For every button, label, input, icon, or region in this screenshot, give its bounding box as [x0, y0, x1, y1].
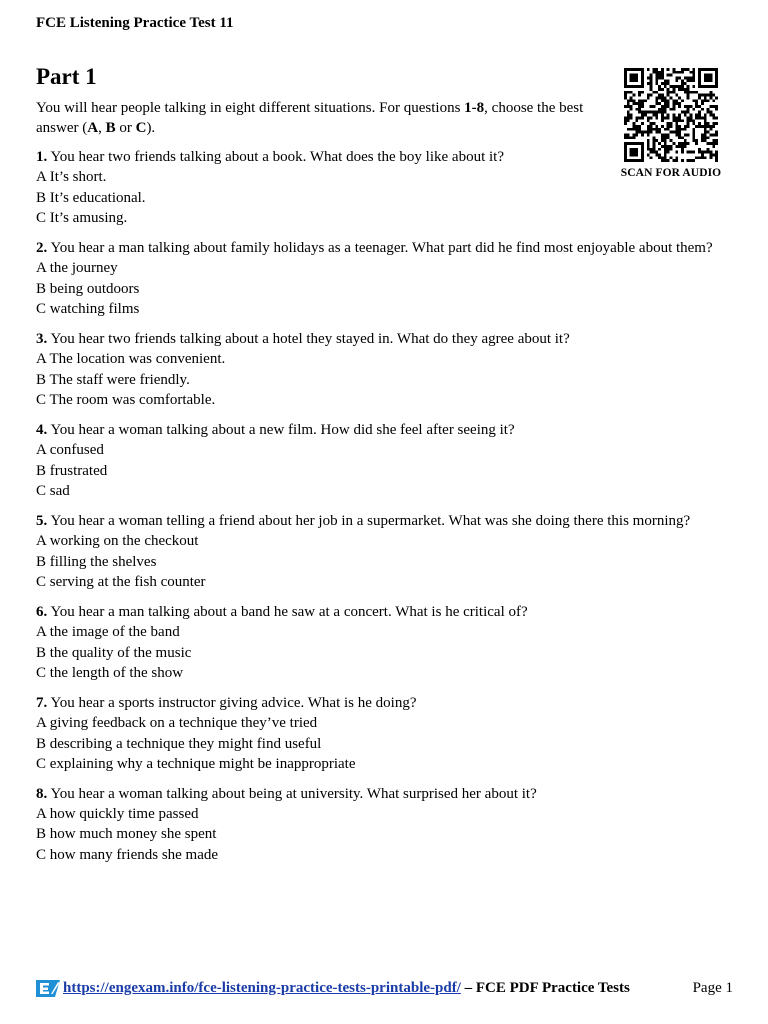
question-text: You hear a woman telling a friend about her job in a supermarket. What was she doing there this morning?: [47, 512, 691, 529]
page-number: Page 1: [692, 980, 733, 996]
instructions-option-a: A: [87, 120, 99, 137]
option-c: C explaining why a technique might be inappropriate: [36, 755, 356, 772]
footer-suffix: – FCE PDF Practice Tests: [460, 980, 630, 996]
question-stem: [36, 420, 736, 440]
option-b: B the quality of the music: [36, 644, 192, 661]
part-title: Part 1: [36, 64, 97, 89]
question-5: [36, 511, 736, 592]
option-c: C The room was comfortable.: [36, 391, 216, 408]
option-b: B The staff were friendly.: [36, 371, 190, 388]
question-stem: [36, 602, 736, 622]
instructions-text: , choose the best answer (: [36, 100, 584, 137]
question-number: 3.: [36, 330, 48, 347]
question-text: You hear a sports instructor giving advice. What is he doing?: [47, 694, 417, 711]
question-4: [36, 420, 736, 501]
qr-caption: SCAN FOR AUDIO: [620, 167, 722, 179]
instructions-text: ).: [146, 120, 156, 137]
option-c: C how many friends she made: [36, 846, 219, 863]
question-stem: [36, 238, 736, 258]
question-3: [36, 329, 736, 410]
page-footer: [36, 979, 733, 1001]
question-stem: [36, 693, 736, 713]
option-b: B It’s educational.: [36, 189, 146, 206]
option-c: C It’s amusing.: [36, 209, 128, 226]
footer-link[interactable]: https://engexam.info/fce-listening-practice-tests-printable-pdf/: [63, 980, 461, 996]
option-c: C the length of the show: [36, 664, 184, 681]
question-text: You hear two friends talking about a hotel they stayed in. What do they agree about it?: [47, 330, 570, 347]
option-b: B filling the shelves: [36, 553, 157, 570]
instructions-text: or: [115, 120, 136, 137]
option-b: B being outdoors: [36, 280, 140, 297]
question-number: 1.: [36, 149, 48, 165]
option-c: C serving at the fish counter: [36, 573, 206, 590]
document-header: FCE Listening Practice Test 11: [36, 15, 234, 31]
question-text: You hear a woman talking about a new film. How did she feel after seeing it?: [47, 421, 515, 438]
instructions-range: 1-8: [464, 100, 485, 116]
engexam-logo-icon: [36, 980, 60, 997]
question-number: 8.: [36, 785, 48, 802]
question-8: [36, 784, 736, 865]
instructions: [36, 98, 611, 139]
question-number: 7.: [36, 694, 48, 711]
option-c: C watching films: [36, 300, 140, 317]
option-a: A confused: [36, 442, 104, 459]
question-7: [36, 693, 736, 774]
instructions-option-b: B: [105, 120, 116, 137]
option-a: A It’s short.: [36, 169, 107, 186]
question-stem: [36, 511, 736, 531]
question-6: [36, 602, 736, 683]
option-b: B frustrated: [36, 462, 108, 479]
question-stem: [36, 329, 736, 349]
question-text: You hear a man talking about family holidays as a teenager. What part did he find most enjoyable about them?: [47, 239, 713, 256]
question-text: You hear a woman talking about being at university. What surprised her about it?: [47, 785, 537, 802]
option-a: A the image of the band: [36, 624, 180, 641]
option-a: A the journey: [36, 260, 118, 277]
option-b: B how much money she spent: [36, 826, 217, 843]
question-text: You hear a man talking about a band he saw at a concert. What is he critical of?: [47, 603, 528, 620]
question-1: [36, 147, 736, 228]
instructions-option-c: C: [135, 120, 147, 137]
question-number: 5.: [36, 512, 48, 529]
question-stem: [36, 784, 736, 804]
question-text: You hear two friends talking about a book. What does the boy like about it?: [47, 149, 504, 165]
question-number: 2.: [36, 239, 48, 256]
option-a: A working on the checkout: [36, 533, 199, 550]
question-number: 4.: [36, 421, 48, 438]
question-2: [36, 238, 736, 319]
option-c: C sad: [36, 482, 70, 499]
question-number: 6.: [36, 603, 48, 620]
instructions-text: ,: [98, 120, 106, 137]
option-b: B describing a technique they might find useful: [36, 735, 322, 752]
question-stem: [36, 147, 736, 167]
instructions-text: You will hear people talking in eight different situations. For questions: [36, 100, 465, 116]
option-a: A how quickly time passed: [36, 806, 199, 823]
footer-text: [63, 980, 630, 997]
option-a: A giving feedback on a technique they’ve tried: [36, 715, 318, 732]
option-a: A The location was convenient.: [36, 351, 226, 368]
question-list: [36, 147, 736, 875]
